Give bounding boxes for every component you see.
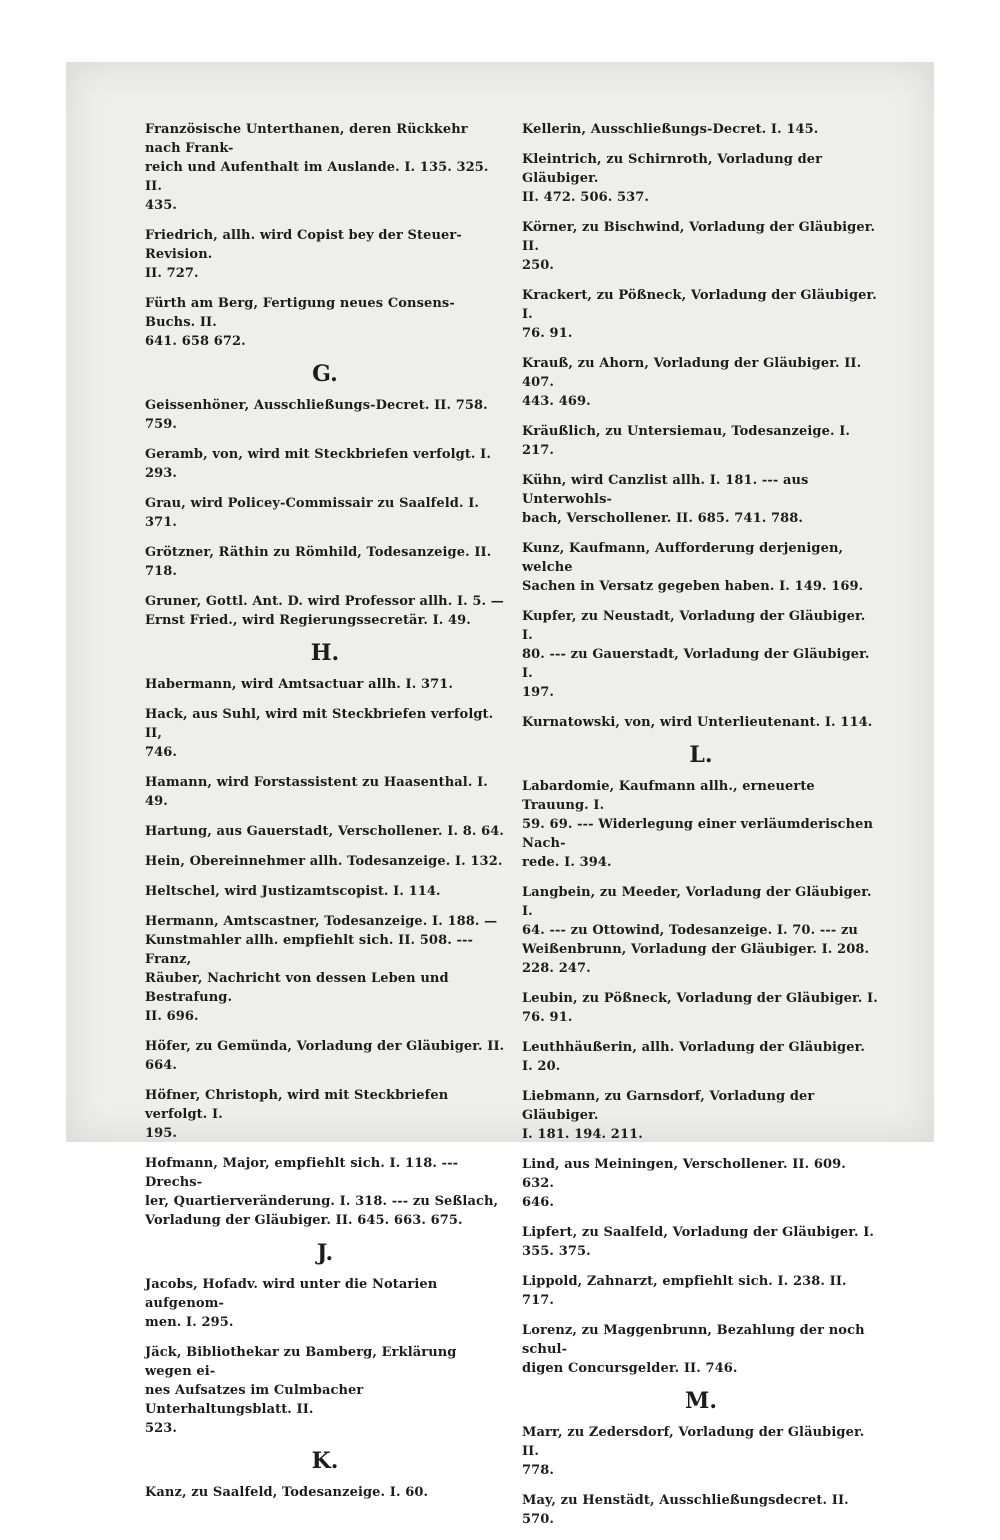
index-entry: Leuthhäußerin, allh. Vorladung der Gläubiger. I. 20. (522, 1040, 865, 1074)
index-entry: Krauß, zu Ahorn, Vorladung der Gläubiger. II. 407. 443. 469. (522, 356, 862, 409)
index-entry: Hofmann, Major, empfiehlt sich. I. 118. --- Drechs- ler, Quartierveränderung. I. 318. --- zu Seßlach, Vorladung der Gläubiger. II. 645. 663. 675. (145, 1156, 499, 1228)
index-entry: Labardomie, Kaufmann allh., erneuerte Trauung. I. 59. 69. --- Widerlegung einer verläumderischen Nach- rede. I. 394. (522, 779, 874, 870)
index-column-left (145, 120, 505, 1513)
index-entry: Marr, zu Zedersdorf, Vorladung der Gläubiger. II. 778. (522, 1425, 865, 1478)
index-entry: Lippold, Zahnarzt, empfiehlt sich. I. 238. II. 717. (522, 1274, 847, 1308)
index-entry: Hamann, wird Forstassistent zu Haasenthal. I. 49. (145, 775, 488, 809)
section-letter-heading: H. (310, 640, 340, 666)
index-entry: Lind, aus Meiningen, Verschollener. II. 609. 632. 646. (522, 1157, 846, 1210)
index-entry: Hermann, Amtscastner, Todesanzeige. I. 188. — Kunstmahler allh. empfiehlt sich. II. 508. --- Franz, Räuber, Nachricht von dessen Leben und Bestrafung. II. 696. (145, 914, 498, 1024)
section-letter-heading: L. (689, 742, 713, 768)
index-entry: Lorenz, zu Maggenbrunn, Bezahlung der noch schul- digen Concursgelder. II. 746. (522, 1323, 865, 1376)
index-entry: Friedrich, allh. wird Copist bey der Steuer-Revision. II. 727. (145, 228, 462, 281)
index-entry: Höfer, zu Gemünda, Vorladung der Gläubiger. II. 664. (145, 1039, 505, 1073)
index-entry: Hartung, aus Gauerstadt, Verschollener. I. 8. 64. (145, 824, 505, 839)
section-letter-heading: K. (311, 1448, 339, 1474)
index-entry: Leubin, zu Pößneck, Vorladung der Gläubiger. I. 76. 91. (522, 991, 878, 1025)
index-entry: Grau, wird Policey-Commissair zu Saalfeld. I. 371. (145, 496, 480, 530)
index-entry: Kräußlich, zu Untersiemau, Todesanzeige. I. 217. (522, 424, 850, 458)
index-entry: Heltschel, wird Justizamtscopist. I. 114. (145, 884, 441, 899)
section-letter-heading: J. (316, 1240, 334, 1266)
index-entry: Grötzner, Räthin zu Römhild, Todesanzeige. II. 718. (145, 545, 492, 579)
index-entry: Höfner, Christoph, wird mit Steckbriefen verfolgt. I. 195. (145, 1088, 449, 1141)
index-entry: Jäck, Bibliothekar zu Bamberg, Erklärung wegen ei- nes Aufsatzes im Culmbacher Unterhaltungsblatt. II. 523. (145, 1345, 457, 1436)
index-column-right (522, 120, 880, 1540)
index-entry: Gruner, Gottl. Ant. D. wird Professor allh. I. 5. — Ernst Fried., wird Regierungssecretär. I. 49. (145, 594, 504, 628)
section-letter-heading: G. (312, 361, 338, 387)
index-entry: Jacobs, Hofadv. wird unter die Notarien aufgenom- men. I. 295. (145, 1277, 438, 1330)
index-entry: Geissenhöner, Ausschließungs-Decret. II. 758. 759. (145, 398, 488, 432)
index-entry: Lipfert, zu Saalfeld, Vorladung der Gläubiger. I. 355. 375. (522, 1225, 875, 1259)
index-entry: Geramb, von, wird mit Steckbriefen verfolgt. I. 293. (145, 447, 491, 481)
index-entry: Kurnatowski, von, wird Unterlieutenant. I. 114. (522, 715, 873, 730)
index-entry: May, zu Henstädt, Ausschließungsdecret. II. 570. (522, 1493, 849, 1527)
index-entry: Hack, aus Suhl, wird mit Steckbriefen verfolgt. II, 746. (145, 707, 494, 760)
index-entry: Krackert, zu Pößneck, Vorladung der Gläubiger. I. 76. 91. (522, 288, 877, 341)
index-entry: Kunz, Kaufmann, Aufforderung derjenigen, welche Sachen in Versatz gegeben haben. I. 149. 169. (522, 541, 864, 594)
index-entry: Kanz, zu Saalfeld, Todesanzeige. I. 60. (145, 1485, 429, 1500)
index-entry: Kupfer, zu Neustadt, Vorladung der Gläubiger. I. 80. --- zu Gauerstadt, Vorladung der Gläubiger. I. 197. (522, 609, 870, 700)
index-entry: Fürth am Berg, Fertigung neues Consens-Buchs. II. 641. 658 672. (145, 296, 455, 349)
section-letter-heading: M. (684, 1388, 717, 1414)
index-entry: Langbein, zu Meeder, Vorladung der Gläubiger. I. 64. --- zu Ottowind, Todesanzeige. I. 70. --- zu Weißenbrunn, Vorladung der Gläubiger. I. 208. 228. 247. (522, 885, 872, 976)
index-entry: Kühn, wird Canzlist allh. I. 181. --- aus Unterwohls- bach, Verschollener. II. 685. 741. 788. (522, 473, 809, 526)
index-entry: Hein, Obereinnehmer allh. Todesanzeige. I. 132. (145, 854, 503, 869)
index-entry: Kellerin, Ausschließungs-Decret. I. 145. (522, 122, 819, 137)
index-entry: Kleintrich, zu Schirnroth, Vorladung der Gläubiger. II. 472. 506. 537. (522, 152, 823, 205)
index-entry: Französische Unterthanen, deren Rückkehr nach Frank- reich und Aufenthalt im Auslande. I. 135. 325. II. 435. (145, 122, 489, 213)
index-entry: Habermann, wird Amtsactuar allh. I. 371. (145, 677, 454, 692)
index-entry: Körner, zu Bischwind, Vorladung der Gläubiger. II. 250. (522, 220, 876, 273)
index-entry: Liebmann, zu Garnsdorf, Vorladung der Gläubiger. I. 181. 194. 211. (522, 1089, 815, 1142)
